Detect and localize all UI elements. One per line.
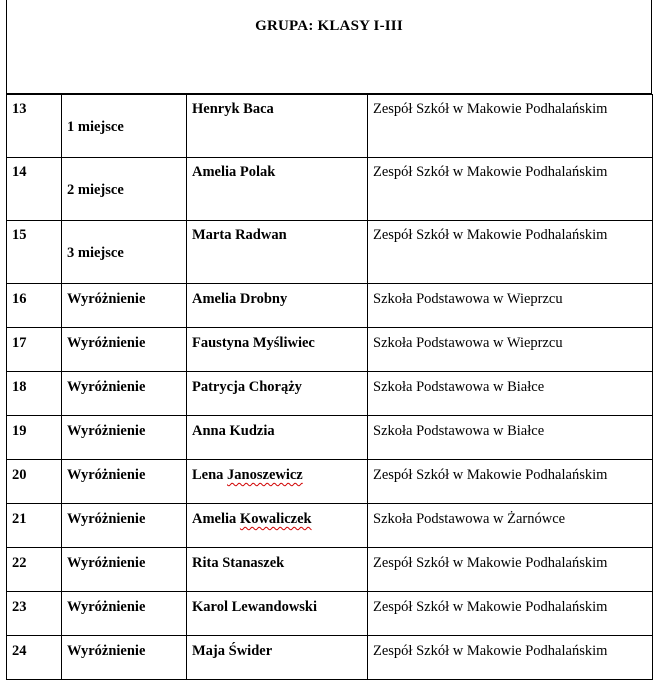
award-cell: Wyróżnienie xyxy=(62,328,187,372)
school-name: Zespół Szkół w Makowie Podhalańskim xyxy=(368,592,653,636)
school-name: Szkoła Podstawowa w Białce xyxy=(368,416,653,460)
school-name: Zespół Szkół w Makowie Podhalańskim xyxy=(368,221,653,284)
student-name: Amelia Drobny xyxy=(187,284,368,328)
table-row xyxy=(7,548,653,592)
school-name: Zespół Szkół w Makowie Podhalańskim xyxy=(368,636,653,680)
row-number: 17 xyxy=(7,328,62,372)
award-cell: Wyróżnienie xyxy=(62,592,187,636)
table-row xyxy=(7,158,653,221)
student-name: Faustyna Myśliwiec xyxy=(187,328,368,372)
award-cell: Wyróżnienie xyxy=(62,504,187,548)
student-name: Marta Radwan xyxy=(187,221,368,284)
award-cell: Wyróżnienie xyxy=(62,372,187,416)
row-number: 13 xyxy=(7,95,62,158)
award-cell: 2 miejsce xyxy=(62,158,187,221)
school-name: Szkoła Podstawowa w Wieprzcu xyxy=(368,328,653,372)
row-number: 24 xyxy=(7,636,62,680)
award-cell: Wyróżnienie xyxy=(62,460,187,504)
school-name: Zespół Szkół w Makowie Podhalańskim xyxy=(368,548,653,592)
table-row xyxy=(7,328,653,372)
table-row xyxy=(7,95,653,158)
row-number: 14 xyxy=(7,158,62,221)
table-row xyxy=(7,416,653,460)
row-number: 21 xyxy=(7,504,62,548)
school-name: Zespół Szkół w Makowie Podhalańskim xyxy=(368,158,653,221)
student-name: Maja Świder xyxy=(187,636,368,680)
student-first-name: Lena xyxy=(192,467,224,483)
school-name: Szkoła Podstawowa w Żarnówce xyxy=(368,504,653,548)
group-header-cell xyxy=(6,0,652,94)
table-row xyxy=(7,504,653,548)
row-number: 15 xyxy=(7,221,62,284)
results-table xyxy=(6,94,653,680)
award-cell: Wyróżnienie xyxy=(62,416,187,460)
student-name xyxy=(187,460,368,504)
award-cell: 1 miejsce xyxy=(62,95,187,158)
table-row xyxy=(7,592,653,636)
school-name: Szkoła Podstawowa w Białce xyxy=(368,372,653,416)
student-name: Rita Stanaszek xyxy=(187,548,368,592)
student-first-name: Amelia xyxy=(192,511,237,527)
school-name: Zespół Szkół w Makowie Podhalańskim xyxy=(368,460,653,504)
table-row xyxy=(7,284,653,328)
award-cell: Wyróżnienie xyxy=(62,284,187,328)
award-cell: 3 miejsce xyxy=(62,221,187,284)
student-name xyxy=(187,504,368,548)
award-cell: Wyróżnienie xyxy=(62,636,187,680)
spellcheck-flagged-surname: Janoszewicz xyxy=(227,467,303,483)
student-name: Anna Kudzia xyxy=(187,416,368,460)
student-name: Karol Lewandowski xyxy=(187,592,368,636)
group-title: GRUPA: KLASY I-III xyxy=(255,18,403,34)
row-number: 23 xyxy=(7,592,62,636)
award-cell: Wyróżnienie xyxy=(62,548,187,592)
row-number: 19 xyxy=(7,416,62,460)
table-row xyxy=(7,636,653,680)
row-number: 22 xyxy=(7,548,62,592)
row-number: 16 xyxy=(7,284,62,328)
student-name: Patrycja Chorąży xyxy=(187,372,368,416)
row-number: 18 xyxy=(7,372,62,416)
table-row xyxy=(7,372,653,416)
student-name: Amelia Polak xyxy=(187,158,368,221)
school-name: Szkoła Podstawowa w Wieprzcu xyxy=(368,284,653,328)
student-name: Henryk Baca xyxy=(187,95,368,158)
table-row xyxy=(7,460,653,504)
school-name: Zespół Szkół w Makowie Podhalańskim xyxy=(368,95,653,158)
spellcheck-flagged-surname: Kowaliczek xyxy=(239,511,312,527)
row-number: 20 xyxy=(7,460,62,504)
table-row xyxy=(7,221,653,284)
